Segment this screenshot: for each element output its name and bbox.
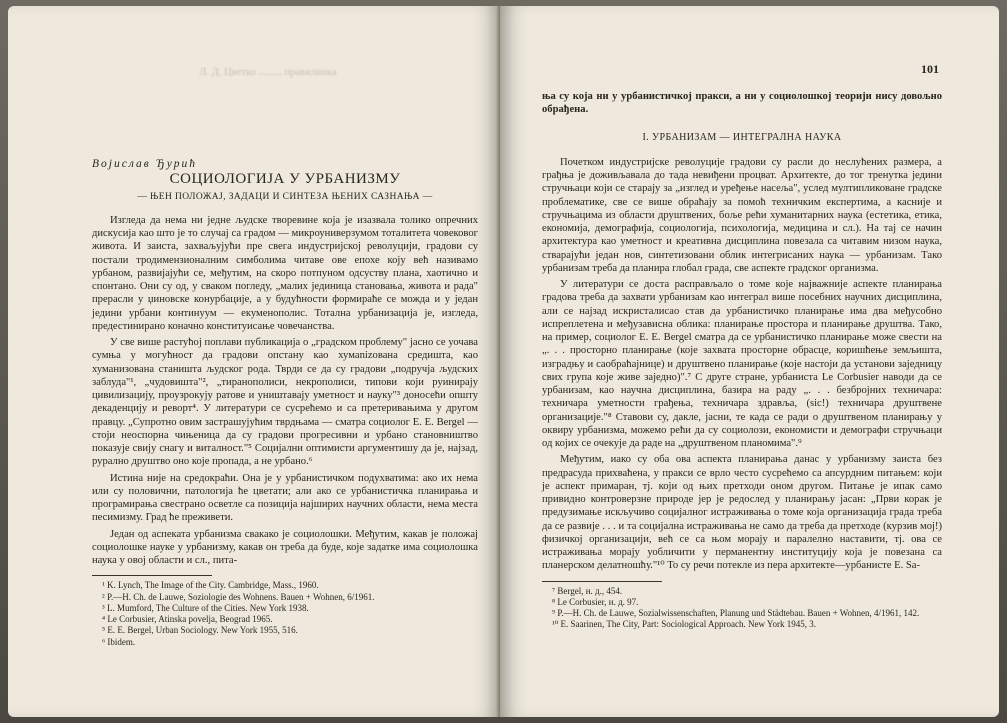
bleed-through-text: Л. Д. Цветко ......... правилника (199, 67, 337, 78)
footnote: ⁴ Le Corbusier, Atinska povelja, Beograd 1965. (102, 614, 273, 625)
footnote: ² P.—H. Ch. de Lauwe, Soziologie des Wohnens. Bauen + Wohnen, 6/1961. (102, 591, 375, 602)
article-title: СОЦИОЛОГИЈА У УРБАНИЗМУ (169, 171, 401, 188)
footnote: ⁹ P.—H. Ch. de Lauwe, Sozialwissenschaften, Planung und Städtebau. Bauen + Wohnen, 4/1961, 142. (552, 608, 920, 619)
footnote: ⁵ E. E. Bergel, Urban Sociology. New York 1955, 516. (102, 625, 298, 636)
paragraph: Истина није на средокраћи. Она је у урбанистичком подухватима: ако их нема или су половични, патологија ће цветати; али ако се урбанистичка планирања и програмирања свестрано осветле са позиција најширих научних области, нема места песимизму. Град ће преживети. (92, 472, 478, 524)
paragraph: Међутим, иако су оба ова аспекта планирања данас у урбанизму заиста без предрасуда прихваћена, у пракси се врло често сусрећемо са апсурдним питањем: који је аспект примаран, тј. који од њих претходи оном другом. Питање је ипак само привидно контроверзне природе јер је редослед у планирању јасан: „Први корак је предузимање искључиво социјалног истраживања о томе која организација града треба да се развије . . . и та социјална истраживања не само да треба да претходе (курзив мој!) физичкој организацији, већ се са њом морају и паралелно наставити, тј. ова се истраживања морају уобличити у перманентну институцију која је повезана са планерском делатношћу."¹⁰ То су речи потекле из пера архитекте—урбанисте E. Sa- (542, 454, 942, 572)
author-name: Војислав Ђурић (92, 158, 197, 170)
footnote: ¹ K. Lynch, The Image of the City. Cambridge, Mass., 1960. (102, 580, 319, 591)
left-page (8, 6, 500, 717)
paragraph: Почетком индустријске револуције градови су расли до неслућених размера, а грађња је доживљавала до тада невиђени процват. Архитекте, до тог тренутка једини стручњаци који се старају за „изглед и уређење насеља", услед мултипликоване градске проблематике, све се више обраћају за помоћ техничким експертима, а касније и стручњацима из области друштвених, боље рећи хуманитарних наука (естетика, етика, економија, демографија, социологија, психологија, медицина и сл.). На тај се начин архитектура као уметност и креативна дисциплина повезала са читавим низом наука, стварајући један нов, синтетизовани облик интегрисаних наука — урбанизам. Тако урбанизам треба да планира глобал града, све аспекте градског организма. (542, 156, 942, 274)
left-column (92, 158, 478, 648)
right-page (500, 6, 999, 717)
footnote: ³ L. Mumford, The Culture of the Cities. New York 1938. (102, 602, 309, 613)
footnote-rule (92, 575, 212, 576)
paragraph: У литератури се доста расправљало о томе које најважније аспекте планирања градова треба да захвати урбанизам као интеграл више посебних научних дисциплина, али се најзад искристалисао став да урбанистичко планирање има два међусобно испреплетена и међузависна облика: планирање простора и планирање друштва. Тако, на пример, социолог E. E. Bergel сматра да се урбанистичко планирање може свести на „. . . просторно планирање (које захвата просторне обрасце, коришћење земљишта, изградњу и саобраћајнице) и друштвено планирање (које настоји да установи заједницу свих група које живе заједно)".⁷ С друге стране, урбаниста Le Corbusier наводи да се урбанизам, као научна дисциплина, базира на раду „. . . безбројних техничара: техничара уметности грађења, техничара здравља, (sic!) техничара друштвене организације."⁸ Ставови су, дакле, јасни, те када се ради о друштвеном планирању у оквиру урбанизма, можемо рећи да су социолози, економисти и демографи стручњаци од којих се очекује да раде на „друштвеном планомима".⁹ (542, 279, 942, 449)
footnote: ⁸ Le Corbusier, н. д. 97. (552, 596, 639, 607)
paragraph: Један од аспеката урбанизма свакако је социолошки. Међутим, какав је положај социолошке науке у урбанизму, какав он треба да буде, које задатке има социолошка наука у овој области и сл., пита- (92, 528, 478, 566)
footnotes (542, 586, 942, 631)
right-column (542, 90, 942, 631)
article-subtitle: — ЊЕН ПОЛОЖАЈ, ЗАДАЦИ И СИНТЕЗА ЊЕНИХ САЗНАЊА — (137, 191, 433, 202)
section-heading: I. УРБАНИЗАМ — ИНТЕГРАЛНА НАУКА (642, 131, 842, 143)
paragraph: Изгледа да нема ни једне људске творевине која је изазвала толико опречних дискусија као што је то случај са градом — микроуниверзумом тоталитета човековог живота. И заиста, захваљујући пре свега индустријској револуцији, градови су постали тродимензионалним симболима читаве ове епохе коју већ називамо урбаном, развијајући се, међутим, на скоро потпуном одсуству плана, хаотично и спонтано. Они су од, у сваком погледу, „малих јединица становања, живота и рада" прерасли у џиновске конурбације, а у будућности формираће се можда и у један једини урбани континуум — екуменополис. Тотална урбанизација је, изгледа, предестинирано коначно конституисање човечанства. (92, 214, 478, 332)
footnote: ⁷ Bergel, н. д., 454. (552, 585, 623, 596)
footnote: ¹⁰ E. Saarinen, The City, Part: Sociological Approach. New York 1945, 3. (552, 619, 817, 630)
footnote: ⁶ Ibidem. (102, 636, 136, 647)
footnotes (92, 580, 478, 648)
page-number: 101 (921, 62, 939, 76)
footnote-rule (542, 581, 662, 582)
continued-text: ња су која ни у урбанистичкој пракси, а ни у социолошкој теорији нису довољно обрађена. (542, 91, 942, 116)
paragraph: У све више растућој поплави публикација о „градском проблему" јасно се уочава сумња у могућност да градови опстану као хумanizована средишта, као хуманизована станишта људског рода. Тврди се да су градови „подручја људских заблуда"¹, „чудовишта"², „тиранополиси, некрополиси, типови који руинирају цивилизацију, проузрокују ратове и уништавају уметност и науку"³ доносећи општу декаденцију и реворт⁴. У литератури се сусрећемо и са претеривањима у другом правцу. „Супротно овим застрашујућим тврдњама — сматра социолог E. E. Bergel — стоји неоспорна чињеница да су градови прогресивни и урбано становништво показује свију снагу и виталност."⁵ Социјални оптимисти аргументишу да је, најзад, рурално друштво оно које пропада, а не урбано.⁶ (92, 337, 478, 468)
